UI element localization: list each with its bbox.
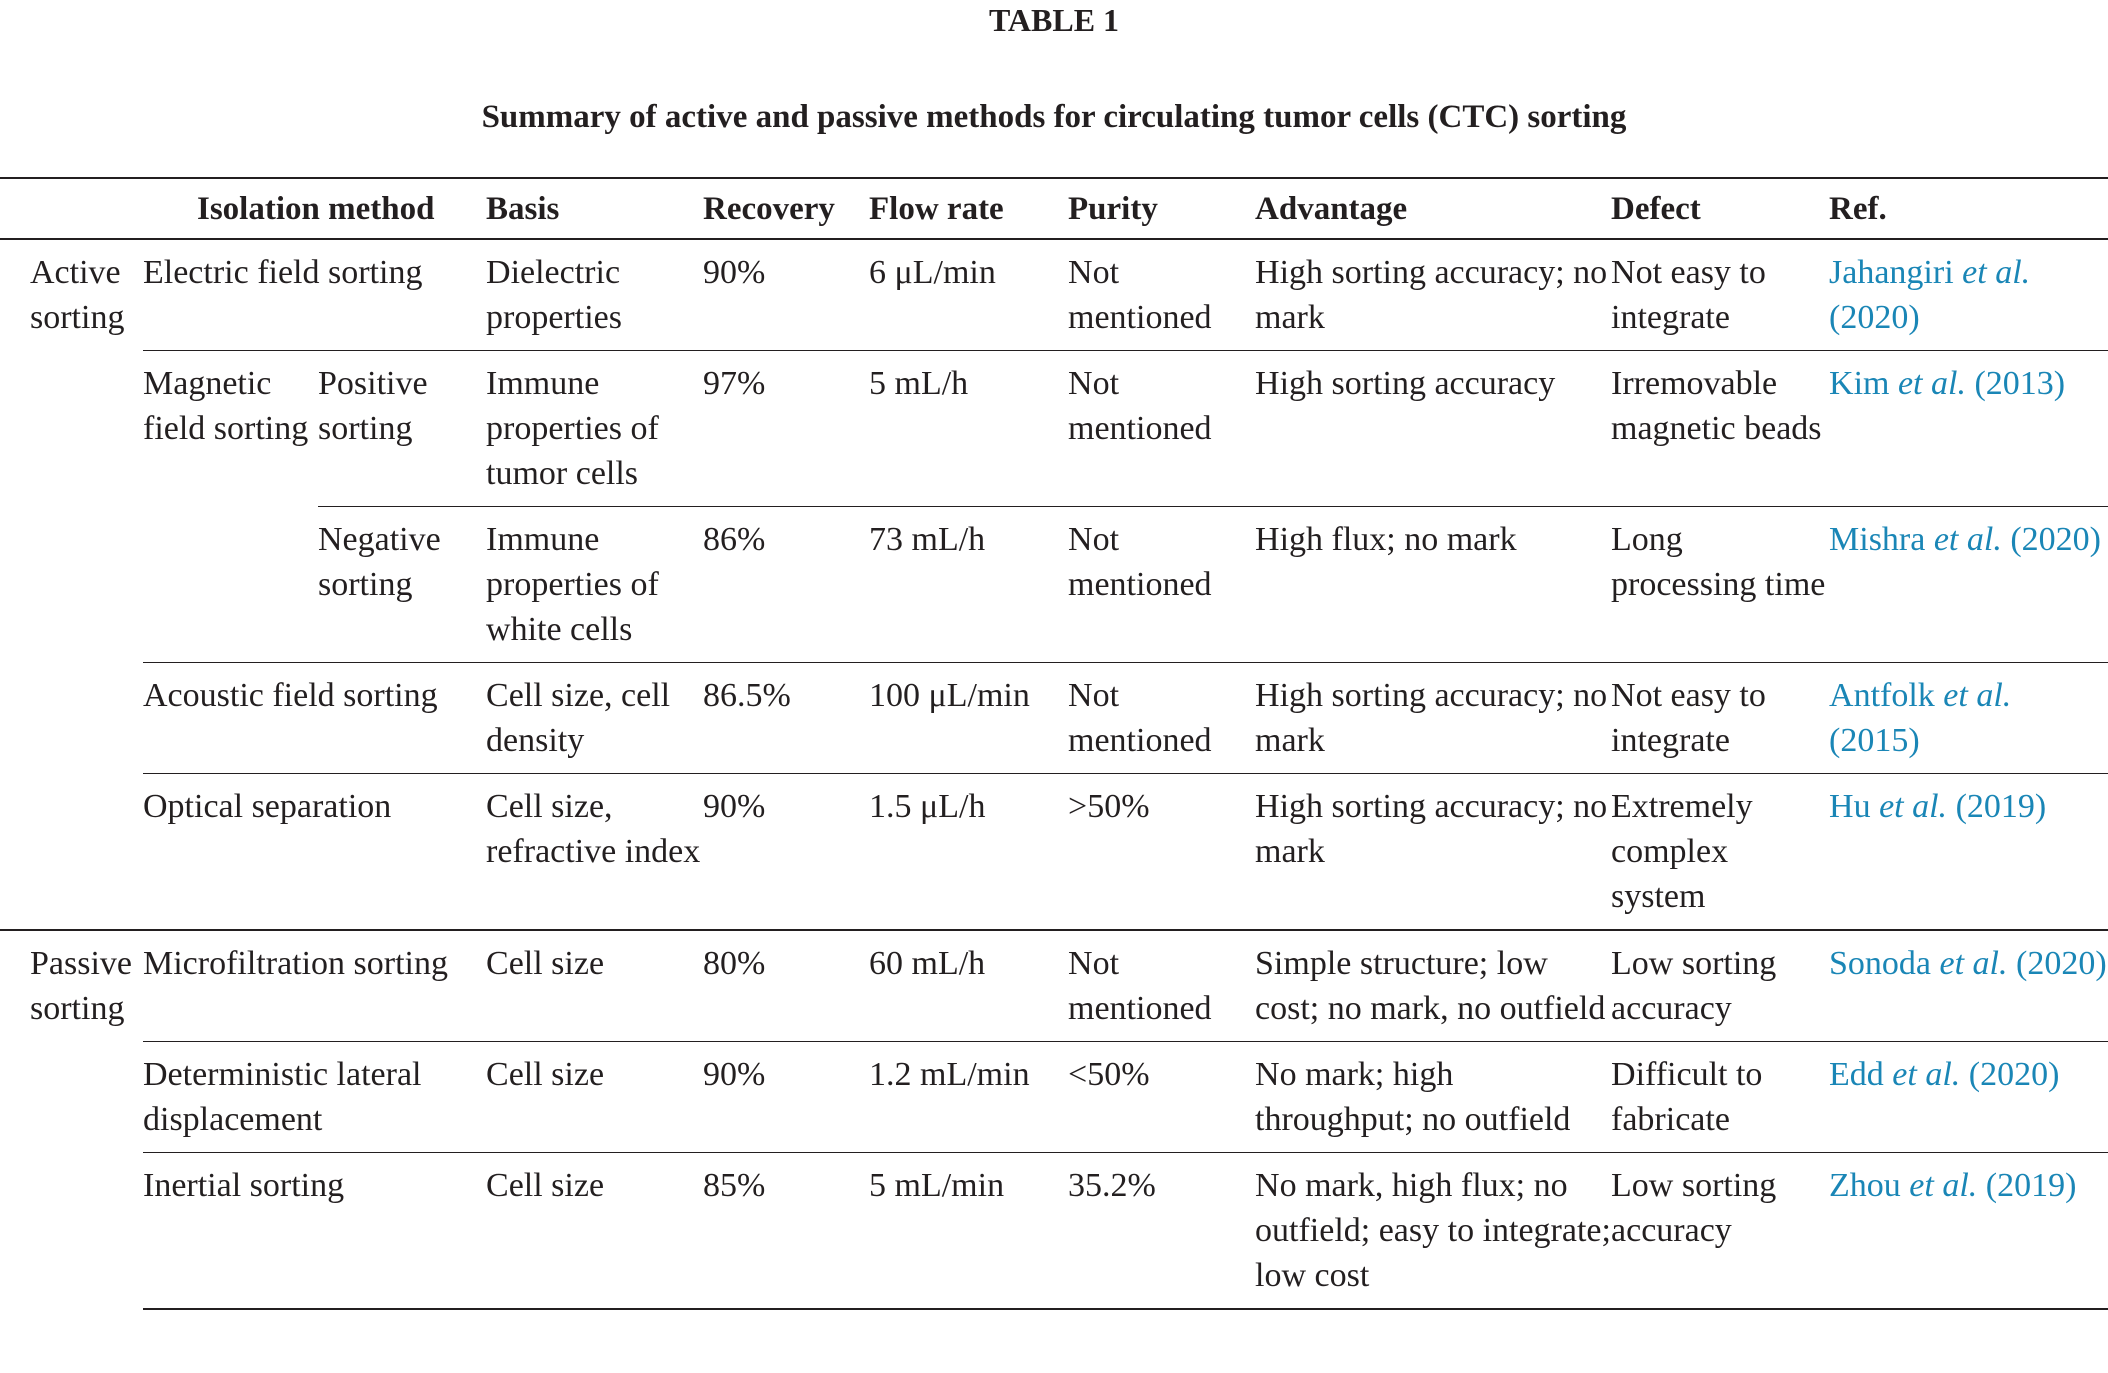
ref-author: Edd xyxy=(1829,1056,1884,1093)
ref-year: (2020) xyxy=(1968,1056,2060,1093)
method-cell: Optical separation xyxy=(143,774,486,931)
recovery-cell: 86.5% xyxy=(703,663,869,774)
ref-year: (2013) xyxy=(1974,365,2066,402)
header-advantage: Advantage xyxy=(1255,178,1611,239)
submethod-cell: Negative sorting xyxy=(318,507,486,663)
method-cell: Deterministic lateral displacement xyxy=(143,1042,486,1153)
header-basis: Basis xyxy=(486,178,703,239)
purity-cell: 35.2% xyxy=(1068,1153,1255,1310)
flow-rate-cell: 1.2 mL/min xyxy=(869,1042,1068,1153)
header-row xyxy=(0,178,2108,239)
header-defect: Defect xyxy=(1611,178,1829,239)
ref-author: Antfolk xyxy=(1829,677,1935,714)
recovery-cell: 86% xyxy=(703,507,869,663)
header-flow-rate: Flow rate xyxy=(869,178,1068,239)
ref-author: Mishra xyxy=(1829,521,1926,558)
purity-cell: Not mentioned xyxy=(1068,351,1255,507)
ref-etal: et al. xyxy=(1939,945,2008,982)
ref-year: (2020) xyxy=(2016,945,2107,982)
ref-author: Zhou xyxy=(1829,1167,1901,1204)
ref-link[interactable] xyxy=(1829,351,2108,507)
header-purity: Purity xyxy=(1068,178,1255,239)
ref-author: Kim xyxy=(1829,365,1890,402)
basis-cell: Cell size xyxy=(486,1153,703,1310)
table-row xyxy=(0,351,2108,507)
table-row xyxy=(0,1042,2108,1153)
defect-cell: Not easy to integrate xyxy=(1611,254,1766,336)
table-row xyxy=(0,930,2108,1042)
ref-link[interactable] xyxy=(1829,930,2108,1042)
method-cell: Microfiltration sorting xyxy=(143,930,486,1042)
table-row xyxy=(0,239,2108,351)
flow-rate-cell: 73 mL/h xyxy=(869,507,1068,663)
defect-cell: Long processing time xyxy=(1611,507,1829,663)
ref-etal: et al. xyxy=(1892,1056,1961,1093)
table-row xyxy=(0,1153,2108,1310)
purity-cell: >50% xyxy=(1068,774,1255,931)
flow-rate-cell: 6 μL/min xyxy=(869,254,996,291)
basis-cell: Immune properties of tumor cells xyxy=(486,351,703,507)
ref-year: (2020) xyxy=(2010,521,2101,558)
ref-link[interactable] xyxy=(1829,1153,2108,1310)
purity-cell: Not mentioned xyxy=(1068,930,1255,1042)
basis-cell: Cell size, cell density xyxy=(486,663,703,774)
ref-author: Hu xyxy=(1829,788,1871,825)
purity-cell: Not mentioned xyxy=(1068,507,1255,663)
basis-cell: Cell size xyxy=(486,930,703,1042)
method-cell: Inertial sorting xyxy=(143,1153,486,1310)
ref-link[interactable] xyxy=(1829,1042,2108,1153)
ref-etal: et al. xyxy=(1962,254,2031,291)
basis-cell: Cell size, refractive index xyxy=(486,774,703,931)
advantage-cell: High sorting accuracy xyxy=(1255,351,1611,507)
ref-year: (2019) xyxy=(1955,788,2047,825)
advantage-cell: High flux; no mark xyxy=(1255,507,1611,663)
ref-author: Jahangiri xyxy=(1829,254,1954,291)
ref-link[interactable] xyxy=(1829,774,2108,931)
defect-cell: Not easy to integrate xyxy=(1611,663,1829,774)
purity-cell: <50% xyxy=(1068,1042,1255,1153)
recovery-cell: 80% xyxy=(703,930,869,1042)
method-cell: Acoustic field sorting xyxy=(143,663,486,774)
ref-etal: et al. xyxy=(1933,521,2002,558)
method-cell: Magnetic field sorting xyxy=(143,351,318,663)
recovery-cell: 90% xyxy=(703,1042,869,1153)
ref-year: (2020) xyxy=(1829,299,1920,336)
header-ref: Ref. xyxy=(1829,178,2108,239)
defect-cell: Difficult to fabricate xyxy=(1611,1042,1829,1153)
defect-cell: Low sorting accuracy xyxy=(1611,1153,1829,1310)
ref-etal: et al. xyxy=(1909,1167,1978,1204)
flow-rate-cell: 100 μL/min xyxy=(869,663,1068,774)
advantage-cell: No mark, high flux; no outfield; easy to integrate; low cost xyxy=(1255,1153,1611,1310)
basis-cell: Cell size xyxy=(486,1042,703,1153)
ref-etal: et al. xyxy=(1897,365,1966,402)
advantage-cell: High sorting accuracy; no mark xyxy=(1255,663,1611,774)
flow-rate-cell: 5 mL/h xyxy=(869,351,1068,507)
ctc-sorting-table xyxy=(0,177,2108,1310)
ref-author: Sonoda xyxy=(1829,945,1932,982)
recovery-cell: 90% xyxy=(703,254,766,291)
ref-link[interactable] xyxy=(1829,507,2108,663)
advantage-cell: No mark; high throughput; no outfield xyxy=(1255,1042,1611,1153)
advantage-cell: High sorting accuracy; no mark xyxy=(1255,774,1611,931)
advantage-cell: Simple structure; low cost; no mark, no outfield xyxy=(1255,930,1611,1042)
ref-year: (2019) xyxy=(1985,1167,2077,1204)
basis-cell: Immune properties of white cells xyxy=(486,507,703,663)
ref-etal: et al. xyxy=(1943,677,2012,714)
advantage-cell: High sorting accuracy; no mark xyxy=(1255,254,1608,336)
recovery-cell: 90% xyxy=(703,774,869,931)
submethod-cell: Positive sorting xyxy=(318,351,486,507)
group-label-passive: Passive sorting xyxy=(0,930,143,1309)
recovery-cell: 85% xyxy=(703,1153,869,1310)
table-row xyxy=(0,774,2108,931)
purity-cell: Not mentioned xyxy=(1068,254,1212,336)
ref-link[interactable] xyxy=(1829,663,2108,774)
header-isolation-method: Isolation method xyxy=(143,178,486,239)
ref-year: (2015) xyxy=(1829,722,1920,759)
group-label-active: Active sorting xyxy=(30,254,125,336)
method-cell: Electric field sorting xyxy=(143,254,423,291)
ref-link[interactable] xyxy=(1829,239,2108,351)
table-row xyxy=(0,663,2108,774)
defect-cell: Extremely complex system xyxy=(1611,774,1829,931)
table-label: TABLE 1 xyxy=(988,2,1120,38)
recovery-cell: 97% xyxy=(703,351,869,507)
flow-rate-cell: 5 mL/min xyxy=(869,1153,1068,1310)
flow-rate-cell: 60 mL/h xyxy=(869,930,1068,1042)
header-category xyxy=(0,178,143,239)
purity-cell: Not mentioned xyxy=(1068,663,1255,774)
table-caption: Summary of active and passive methods for circulating tumor cells (CTC) sorting xyxy=(481,99,1627,135)
basis-cell: Dielectric properties xyxy=(486,254,622,336)
defect-cell: Low sorting accuracy xyxy=(1611,930,1829,1042)
defect-cell: Irremovable magnetic beads xyxy=(1611,351,1829,507)
ref-etal: et al. xyxy=(1879,788,1948,825)
flow-rate-cell: 1.5 μL/h xyxy=(869,774,1068,931)
header-recovery: Recovery xyxy=(703,178,869,239)
